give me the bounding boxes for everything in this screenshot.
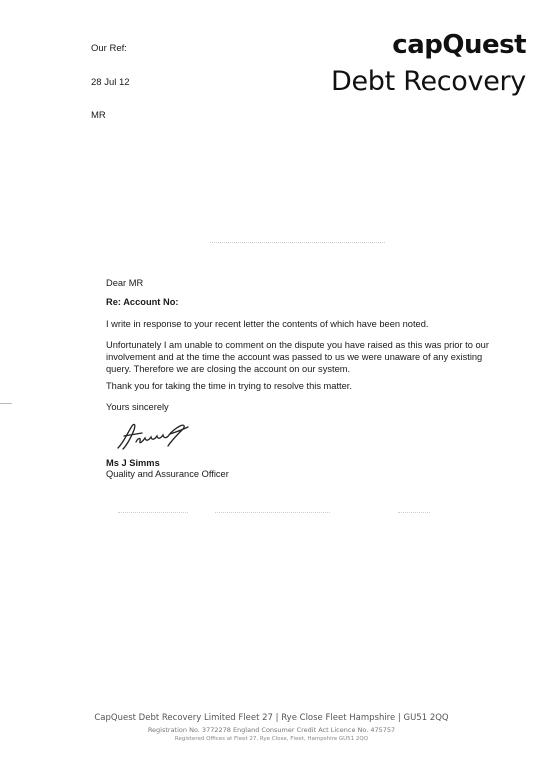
scan-dots-divider [210, 242, 385, 243]
signer-title: Quality and Assurance Officer [106, 469, 229, 479]
footer-registration: Registration No. 3772278 England Consumer Credit Act Licence No. 475757 [147, 726, 396, 734]
margin-fold-mark [0, 403, 12, 404]
signer-name: Ms J Simms [106, 458, 160, 468]
scan-dots-left [118, 512, 188, 513]
company-logo-debt-recovery: Debt Recovery [330, 66, 526, 97]
footer-company-address: CapQuest Debt Recovery Limited Fleet 27 | Rye Close Fleet Hampshire | GU51 2QQ [94, 713, 449, 723]
paragraph-1: I write in response to your recent letter the contents of which have been noted. [106, 319, 429, 329]
signature-image [114, 418, 192, 454]
paragraph-2: Unfortunately I am unable to comment on the dispute you have raised as this was prior to our involvement and at the time the account was passed to us we were unaware of any existing query. Therefore we are closing the account on our system. [106, 340, 489, 374]
letter-date: 28 Jul 12 [91, 77, 130, 88]
subject-line: Re: Account No: [106, 297, 179, 307]
paragraph-3: Thank you for taking the time in trying to resolve this matter. [106, 381, 352, 391]
salutation: Dear MR [106, 278, 144, 288]
recipient-name: MR [91, 110, 106, 121]
scan-dots-middle [215, 512, 330, 513]
closing: Yours sincerely [106, 402, 169, 412]
our-ref-label: Our Ref: [91, 43, 127, 54]
scan-dots-right [398, 512, 430, 513]
footer-registered-office: Registered Offices at Fleet 27, Rye Close, Fleet, Hampshire GU51 2QQ [174, 736, 369, 742]
company-logo-capquest: capQuest [392, 30, 526, 60]
